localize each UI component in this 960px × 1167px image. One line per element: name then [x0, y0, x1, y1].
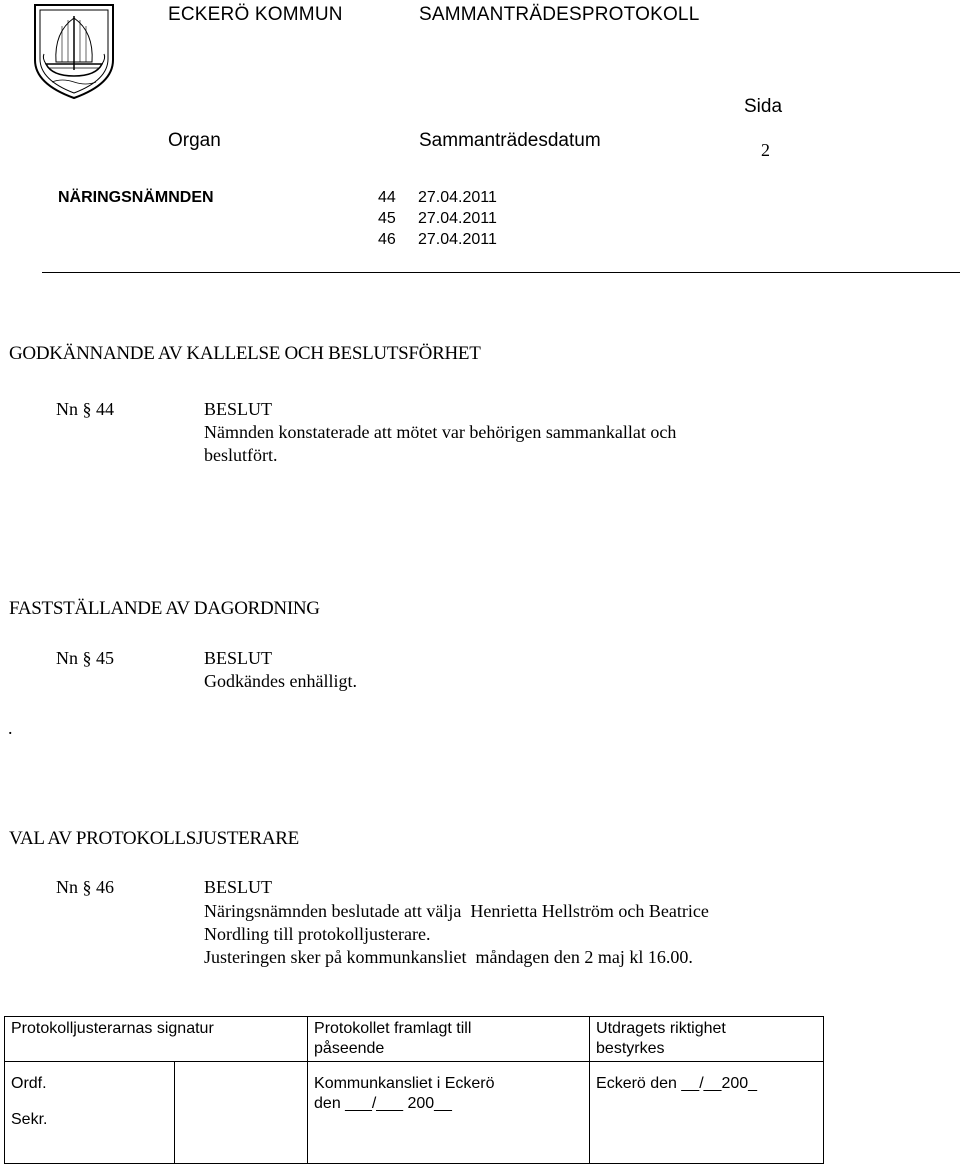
- page-number: 2: [761, 140, 770, 160]
- signature-header-cell: [5, 1017, 308, 1062]
- session-date: 27.04.2011: [418, 189, 497, 206]
- posting-date: den ___/___ 200__: [314, 1095, 452, 1112]
- document-type: SAMMANTRÄDESPROTOKOLL: [419, 4, 700, 25]
- signature-table: [4, 1016, 824, 1164]
- page-label: Sida: [744, 96, 783, 117]
- session-date: 27.04.2011: [418, 210, 497, 227]
- section-heading: FASTSTÄLLANDE AV DAGORDNING: [9, 598, 320, 619]
- chair-label: Ordf.: [11, 1075, 47, 1092]
- decision-label: BESLUT: [204, 399, 273, 419]
- section-heading: GODKÄNNANDE AV KALLELSE OCH BESLUTSFÖRHET: [9, 343, 481, 364]
- organ-label: Organ: [168, 130, 221, 151]
- session-number: 46: [378, 231, 396, 248]
- decision-text: Nämnden konstaterade att mötet var behörigen sammankallat och: [204, 422, 677, 442]
- decision-text: Justeringen sker på kommunkansliet måndagen den 2 maj kl 16.00.: [204, 947, 693, 967]
- session-number: 44: [378, 189, 396, 206]
- col-header-posting: påseende: [314, 1040, 385, 1057]
- posting-details-cell: [308, 1062, 590, 1164]
- municipality-name: ECKERÖ KOMMUN: [168, 4, 343, 25]
- section-heading: VAL AV PROTOKOLLSJUSTERARE: [9, 828, 299, 849]
- certification-header-cell: [590, 1017, 824, 1062]
- meeting-date-label: Sammanträdesdatum: [419, 130, 601, 151]
- certification-date: Eckerö den __/__200_: [596, 1075, 758, 1092]
- paragraph-ref: Nn § 45: [56, 648, 114, 668]
- decision-text: Godkändes enhälligt.: [204, 671, 357, 691]
- signature-field[interactable]: [175, 1062, 308, 1164]
- certification-details-cell: [590, 1062, 824, 1164]
- coat-of-arms-icon: [32, 2, 116, 100]
- col-header-signatures: Protokolljusterarnas signatur: [11, 1020, 214, 1037]
- paragraph-ref: Nn § 46: [56, 877, 114, 897]
- signer-roles-cell: [5, 1062, 175, 1164]
- secretary-label: Sekr.: [11, 1111, 48, 1128]
- stray-mark: .: [8, 718, 13, 738]
- decision-text: Näringsnämnden beslutade att välja Henrietta Hellström och Beatrice: [204, 901, 709, 921]
- paragraph-ref: Nn § 44: [56, 399, 114, 419]
- decision-text: Nordling till protokolljusterare.: [204, 924, 431, 944]
- decision-label: BESLUT: [204, 877, 273, 897]
- header-divider: [42, 272, 960, 273]
- session-date: 27.04.2011: [418, 231, 497, 248]
- session-number: 45: [378, 210, 396, 227]
- organ-value: NÄRINGSNÄMNDEN: [58, 189, 214, 206]
- decision-text: beslutfört.: [204, 445, 278, 465]
- posting-header-cell: [308, 1017, 590, 1062]
- decision-label: BESLUT: [204, 648, 273, 668]
- posting-location: Kommunkansliet i Eckerö: [314, 1075, 495, 1092]
- col-header-posting: Protokollet framlagt till: [314, 1020, 472, 1037]
- col-header-certification: Utdragets riktighet: [596, 1020, 726, 1037]
- col-header-certification: bestyrkes: [596, 1040, 665, 1057]
